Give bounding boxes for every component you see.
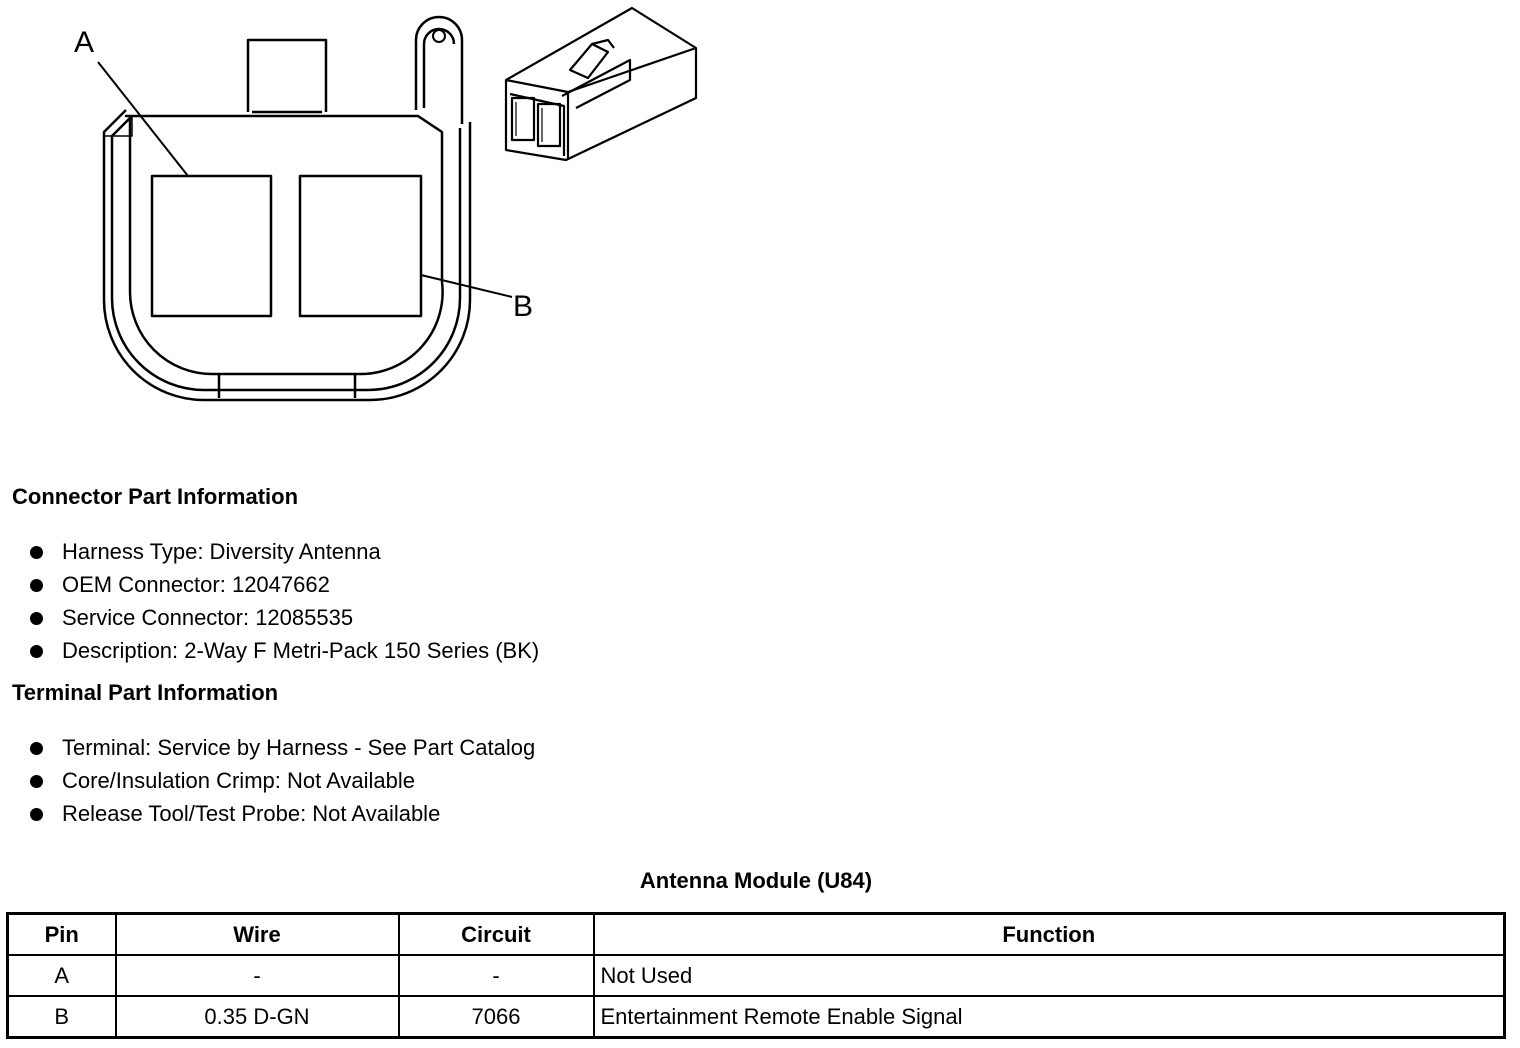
- bullet-icon: [30, 645, 43, 658]
- list-item: Harness Type: Diversity Antenna: [30, 538, 539, 571]
- list-item: Core/Insulation Crimp: Not Available: [30, 767, 535, 800]
- cell-circuit: -: [399, 955, 594, 996]
- bullet-icon: [30, 742, 43, 755]
- pin-table: [6, 912, 1506, 1039]
- column-header-circuit: Circuit: [399, 914, 594, 956]
- terminal-part-info-heading: Terminal Part Information: [12, 680, 279, 705]
- connector-latch-tab: [248, 40, 326, 112]
- cell-pin: B: [8, 996, 116, 1038]
- connector-part-info-heading: Connector Part Information: [12, 484, 299, 509]
- bullet-icon: [30, 612, 43, 625]
- list-item: Release Tool/Test Probe: Not Available: [30, 800, 535, 833]
- bullet-icon: [30, 775, 43, 788]
- cavity-a: [152, 176, 271, 316]
- pin-table-title: Antenna Module (U84): [639, 868, 873, 893]
- list-item: Service Connector: 12085535: [30, 604, 539, 637]
- list-item: Terminal: Service by Harness - See Part Catalog: [30, 734, 535, 767]
- table-header-row: [8, 914, 1505, 956]
- cell-function: Not Used: [594, 955, 1505, 996]
- bullet-icon: [30, 546, 43, 559]
- bullet-icon: [30, 579, 43, 592]
- table-row: [8, 955, 1505, 996]
- cell-circuit: 7066: [399, 996, 594, 1038]
- pin-label-a: A: [74, 26, 95, 59]
- pin-label-b: B: [513, 290, 534, 323]
- terminal-part-info-list: [30, 734, 535, 833]
- connector-isometric-view: [506, 8, 696, 160]
- cell-wire: -: [116, 955, 399, 996]
- connector-part-info-list: [30, 538, 539, 670]
- cell-pin: A: [8, 955, 116, 996]
- column-header-function: Function: [594, 914, 1505, 956]
- connector-body: [104, 110, 470, 400]
- cavity-b: [300, 176, 421, 316]
- table-row: [8, 996, 1505, 1038]
- connector-diagram: [0, 0, 760, 430]
- column-header-pin: Pin: [8, 914, 116, 956]
- bullet-icon: [30, 808, 43, 821]
- list-item: OEM Connector: 12047662: [30, 571, 539, 604]
- list-item: Description: 2-Way F Metri-Pack 150 Series (BK): [30, 637, 539, 670]
- column-header-wire: Wire: [116, 914, 399, 956]
- connector-lock-post: [416, 17, 462, 124]
- cell-function: Entertainment Remote Enable Signal: [594, 996, 1505, 1038]
- cell-wire: 0.35 D-GN: [116, 996, 399, 1038]
